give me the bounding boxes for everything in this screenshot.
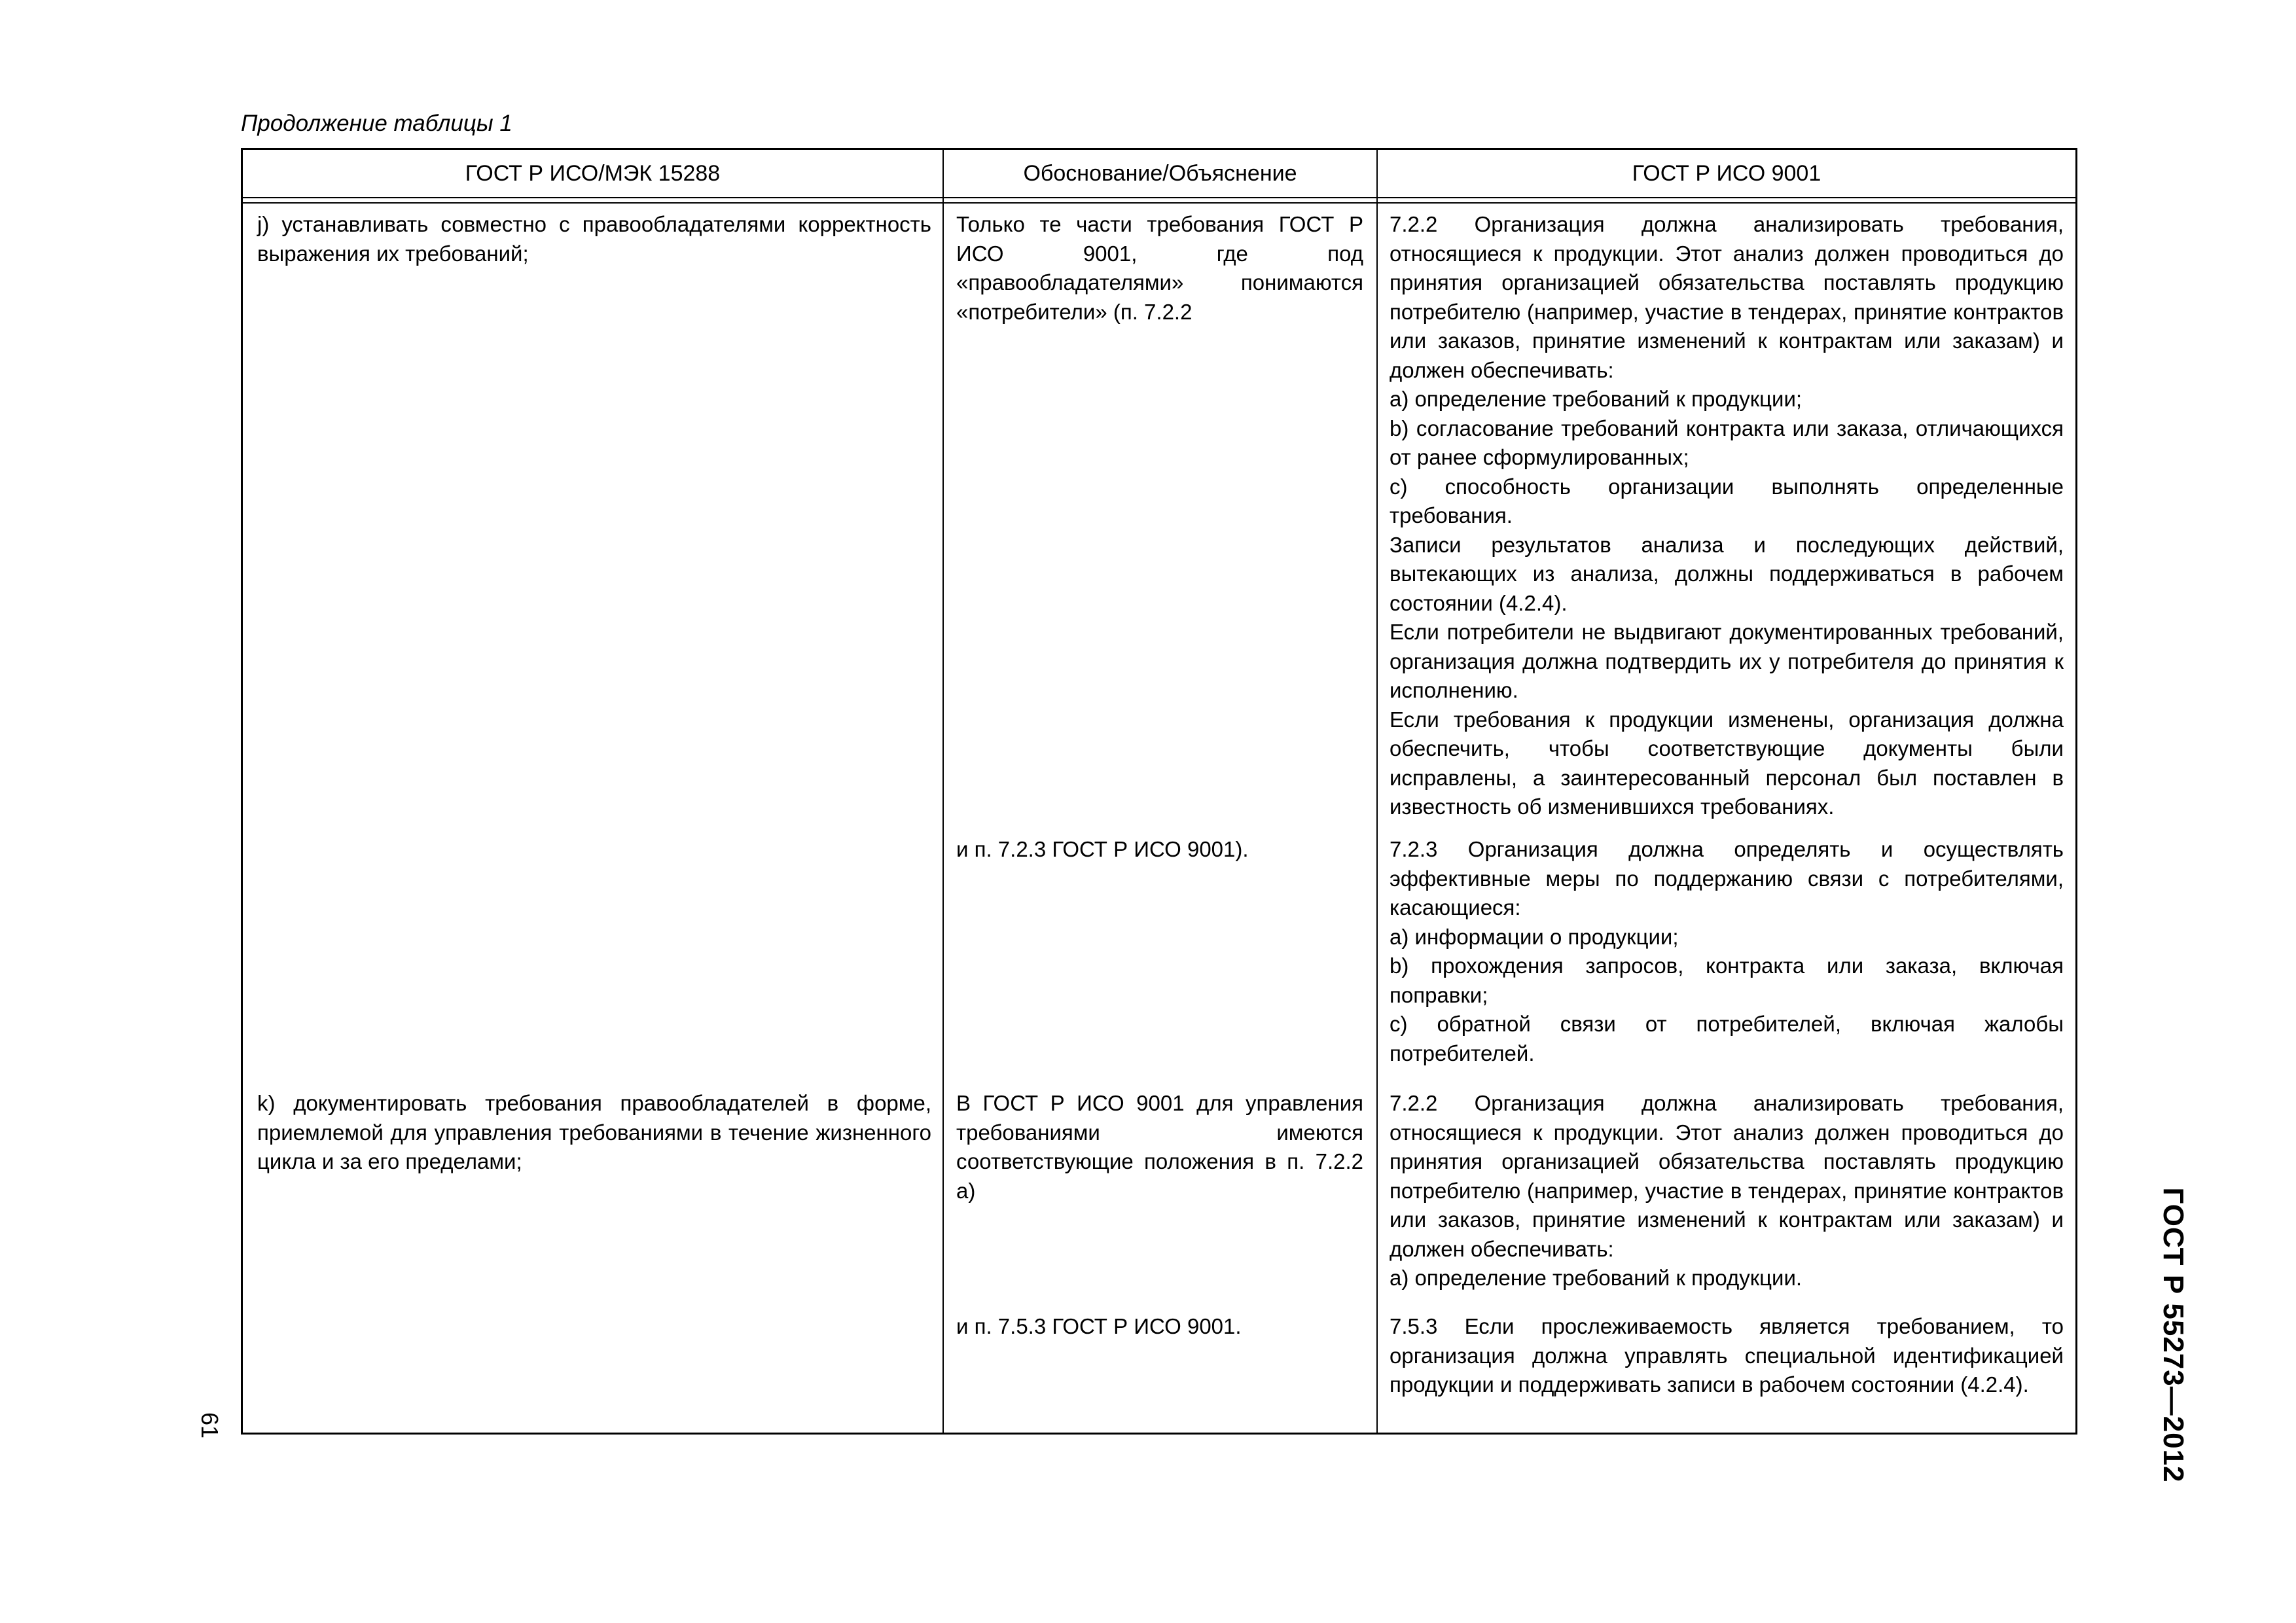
clause-paragraph: Если потребители не выдвигают документированных требований, организация должна подтвердить их у потребителя до принятия к исполнению. — [1390, 620, 2064, 702]
clause-paragraph: Если требования к продукции изменены, организация должна обеспечить, чтобы соответствующие документы были исправлены, а заинтересованный персонал был поставлен в известность об изменившихся требованиях. — [1390, 707, 2064, 819]
header-rule — [243, 202, 2075, 204]
clause-paragraph: 7.2.2 Организация должна анализировать требования, относящиеся к продукции. Этот анализ должен проводиться до принятия организацией обязательства поставлять продукцию потребителю (например, участие в тендерах, принятие контрактов или заказов, принятие изменений к контрактам или заказам) и должен обеспечивать: — [1390, 212, 2064, 382]
clause-paragraph: а) определение требований к продукции; — [1390, 387, 1803, 411]
document-designation-text: ГОСТ Р 55273—2012 — [2157, 1187, 2189, 1483]
comparison-table — [241, 148, 2077, 1435]
clause-paragraph: 7.5.3 Если прослеживаемость является требованием, то организация должна управлять специальной идентификацией продукции и поддерживать записи в рабочем состоянии (4.2.4). — [1390, 1314, 2064, 1397]
requirement-k: k) документировать требования правообладателей в форме, приемлемой для управления требованиями в течение жизненного цикла и за его пределами; — [257, 1091, 931, 1173]
gost-9001-clause-7-2-2 — [1390, 1089, 2064, 1293]
clause-paragraph: b) прохождения запросов, контракта или заказа, включая поправки; — [1390, 954, 2064, 1007]
column-divider — [942, 150, 944, 1433]
clause-paragraph: а) определение требований к продукции. — [1390, 1266, 1803, 1290]
clause-paragraph: b) согласование требований контракта или заказа, отличающихся от ранее сформулированных; — [1390, 416, 2064, 469]
table-caption: Продолжение таблицы 1 — [241, 111, 512, 136]
clause-paragraph: с) способность организации выполнять определенные требования. — [1390, 474, 2064, 527]
justification-k-part2: и п. 7.5.3 ГОСТ Р ИСО 9001. — [956, 1314, 1242, 1338]
justification-j-part1: Только те части требования ГОСТ Р ИСО 9001, где под «правообладателями» понимаются «потребители» (п. 7.2.2 — [956, 212, 1363, 324]
document-designation — [2159, 1132, 2187, 1538]
page-number-text: 61 — [196, 1412, 223, 1439]
clause-paragraph: с) обратной связи от потребителей, включая жалобы потребителей. — [1390, 1012, 2064, 1065]
page-number — [196, 1406, 223, 1445]
clause-paragraph: 7.2.2 Организация должна анализировать требования, относящиеся к продукции. Этот анализ должен проводиться до принятия организацией обязательства поставлять продукцию потребителю (например, участие в тендерах, принятие контрактов или заказов, принятие изменений к контрактам или заказам) и должен обеспечивать: — [1390, 1091, 2064, 1261]
header-gost-9001: ГОСТ Р ИСО 9001 — [1632, 160, 1821, 186]
clause-paragraph: а) информации о продукции; — [1390, 924, 1679, 949]
justification-k-part1: В ГОСТ Р ИСО 9001 для управления требованиями имеются соответствующие положения в п. 7.2.2 а) — [956, 1091, 1363, 1203]
clause-paragraph: 7.2.3 Организация должна определять и осуществлять эффективные меры по поддержанию связи с потребителями, касающиеся: — [1390, 837, 2064, 919]
requirement-j: j) устанавливать совместно с правообладателями корректность выражения их требований; — [257, 212, 931, 266]
gost-9001-clause-7-2-3 — [1390, 835, 2064, 1068]
header-gost-15288: ГОСТ Р ИСО/МЭК 15288 — [465, 160, 721, 186]
gost-9001-clause-7-2-2 — [1390, 210, 2064, 822]
header-rule — [243, 197, 2075, 198]
header-justification: Обоснование/Объяснение — [1023, 160, 1297, 186]
clause-paragraph: Записи результатов анализа и последующих действий, вытекающих из анализа, должны поддерживаться в рабочем состоянии (4.2.4). — [1390, 532, 2064, 615]
column-divider — [1376, 150, 1378, 1433]
gost-9001-clause-7-5-3 — [1390, 1312, 2064, 1400]
justification-j-part2: и п. 7.2.3 ГОСТ Р ИСО 9001). — [956, 837, 1249, 861]
